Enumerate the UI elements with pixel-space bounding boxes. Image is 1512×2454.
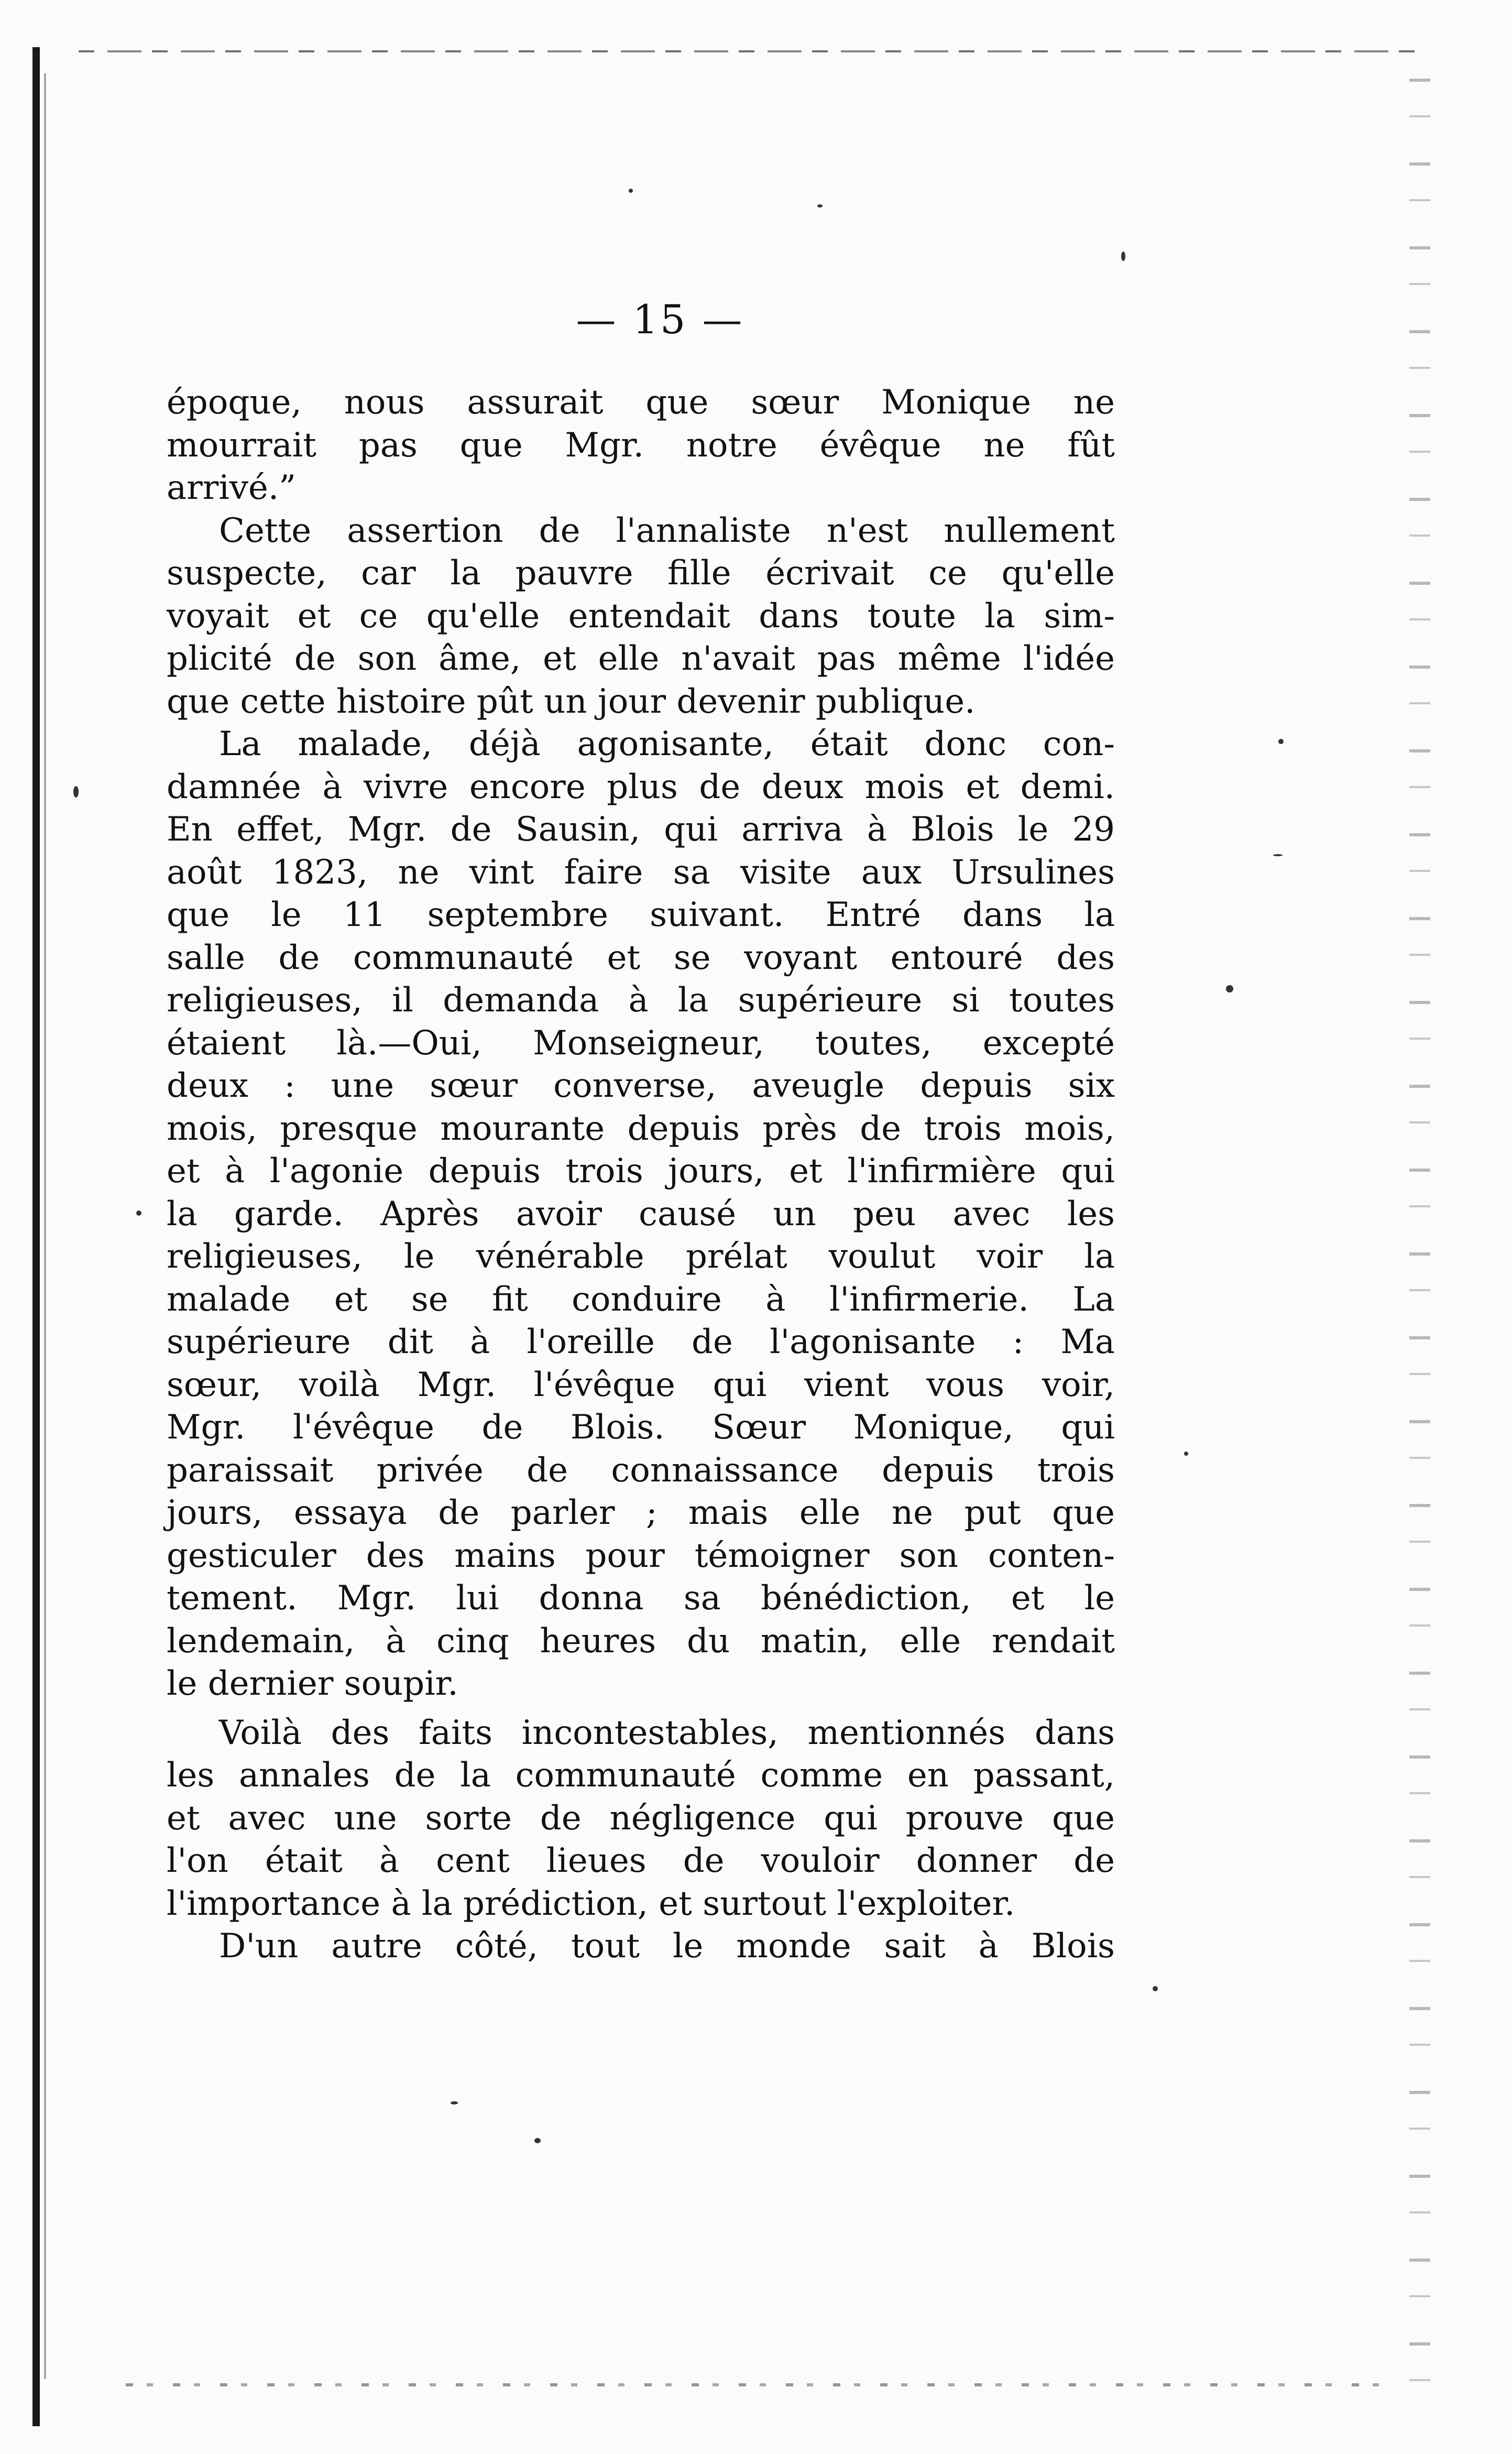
scan-speck xyxy=(817,204,823,208)
page-number: — 15 — xyxy=(576,296,744,343)
text-line: Voilà des faits incontestables, mentionnés dans xyxy=(219,1713,1115,1752)
paragraph xyxy=(167,723,1115,1706)
text-line: la garde. Après avoir causé un peu avec les xyxy=(167,1194,1115,1234)
text-line: étaient là.—Oui, Monseigneur, toutes, excepté xyxy=(167,1023,1115,1063)
paragraph xyxy=(167,1925,1115,1968)
right-edge-artifact xyxy=(1409,79,1430,2411)
text-line: tement. Mgr. lui donna sa bénédiction, et le xyxy=(167,1579,1115,1618)
text-line: supérieure dit à l'oreille de l'agonisante : Ma xyxy=(167,1323,1115,1361)
text-line: La malade, déjà agonisante, était donc con- xyxy=(219,725,1115,764)
text-line: l'on était à cent lieues de vouloir donner de xyxy=(167,1841,1115,1880)
bottom-edge-artifact xyxy=(126,2383,1383,2386)
text-line: que cette histoire pût un jour devenir publique. xyxy=(167,682,976,721)
body-text xyxy=(167,381,1115,1968)
text-line: mois, presque mourante depuis près de trois mois, xyxy=(167,1109,1115,1148)
text-line: arrivé.” xyxy=(167,468,296,507)
text-line: malade et se fit conduire à l'infirmerie. La xyxy=(167,1280,1115,1319)
scan-speck xyxy=(1273,854,1283,856)
top-edge-artifact xyxy=(79,50,1420,52)
text-line: Mgr. l'évêque de Blois. Sœur Monique, qui xyxy=(167,1408,1115,1447)
text-line: le dernier soupir. xyxy=(167,1664,458,1703)
text-line: damnée à vivre encore plus de deux mois et demi. xyxy=(167,767,1115,806)
text-line: époque, nous assurait que sœur Monique ne xyxy=(167,383,1115,422)
paragraph xyxy=(167,381,1115,510)
text-line: les annales de la communauté comme en passant, xyxy=(167,1756,1115,1795)
text-line: D'un autre côté, tout le monde sait à Blois xyxy=(219,1927,1115,1966)
binding-shadow xyxy=(32,47,40,2426)
binding-shadow-inner xyxy=(44,73,46,2379)
text-line: paraissait privée de connaissance depuis trois xyxy=(167,1450,1115,1490)
text-line: sœur, voilà Mgr. l'évêque qui vient vous voir, xyxy=(167,1365,1115,1404)
text-line: gesticuler des mains pour témoigner son conten- xyxy=(167,1536,1115,1575)
text-line: religieuses, le vénérable prélat voulut voir la xyxy=(167,1237,1115,1276)
text-line: Cette assertion de l'annaliste n'est nullement xyxy=(219,511,1115,550)
scan-speck xyxy=(1153,1986,1158,1991)
text-line: deux : une sœur converse, aveugle depuis six xyxy=(167,1066,1115,1105)
text-line: En effet, Mgr. de Sausin, qui arriva à Blois le 29 xyxy=(167,810,1115,849)
scan-speck xyxy=(451,2101,458,2104)
scan-speck xyxy=(1184,1452,1188,1456)
scan-speck xyxy=(136,1210,141,1216)
scan-speck xyxy=(1278,739,1284,744)
text-line: religieuses, il demanda à la supérieure si toutes xyxy=(167,981,1115,1020)
text-line: lendemain, à cinq heures du matin, elle rendait xyxy=(167,1621,1115,1661)
text-line: et avec une sorte de négligence qui prouve que xyxy=(167,1798,1115,1838)
paragraph xyxy=(167,1712,1115,1926)
scan-speck xyxy=(73,786,79,798)
text-line: l'importance à la prédiction, et surtout l'exploiter. xyxy=(167,1884,1015,1923)
scan-speck xyxy=(1226,985,1233,992)
scan-speck xyxy=(534,2138,541,2143)
scan-speck xyxy=(1121,252,1125,261)
text-line: et à l'agonie depuis trois jours, et l'infirmière qui xyxy=(167,1152,1115,1191)
text-line: plicité de son âme, et elle n'avait pas même l'idée xyxy=(167,639,1115,678)
text-line: mourrait pas que Mgr. notre évêque ne fût xyxy=(167,426,1115,465)
text-line: jours, essaya de parler ; mais elle ne put que xyxy=(167,1493,1115,1532)
text-line: salle de communauté et se voyant entouré des xyxy=(167,938,1115,977)
text-line: suspecte, car la pauvre fille écrivait ce qu'elle xyxy=(167,554,1115,593)
text-line: août 1823, ne vint faire sa visite aux Ursulines xyxy=(167,853,1115,892)
paragraph xyxy=(167,510,1115,724)
text-line: voyait et ce qu'elle entendait dans toute la sim- xyxy=(167,596,1115,636)
scan-speck xyxy=(629,189,633,193)
text-line: que le 11 septembre suivant. Entré dans la xyxy=(167,896,1115,934)
